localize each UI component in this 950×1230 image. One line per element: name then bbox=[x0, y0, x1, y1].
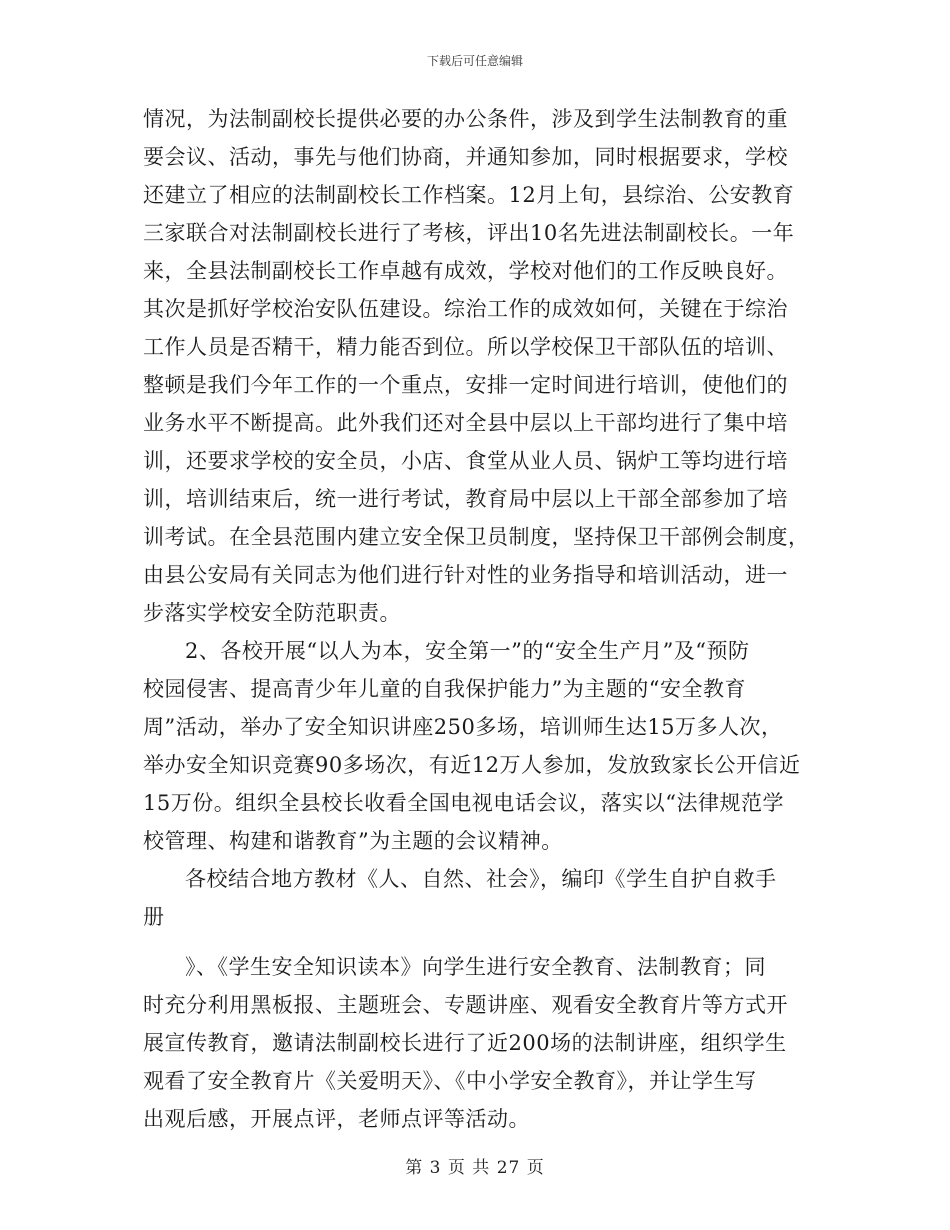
text-line: 训，培训结束后，统一进行考试，教育局中层以上干部全部参加了培 bbox=[143, 487, 788, 511]
text-line: 还建立了相应的法制副校长工作档案。12月上旬，县综治、公安教育 bbox=[143, 183, 795, 207]
text-line: 工作人员是否精干，精力能否到位。所以学校保卫干部队伍的培训、 bbox=[143, 335, 788, 359]
text-line: 步落实学校安全防范职责。 bbox=[143, 601, 401, 625]
text-line: 观看了安全教育片《关爱明天》、《中小学安全教育》，并让学生写 bbox=[143, 1069, 757, 1093]
text-line: 三家联合对法制副校长进行了考核，评出10名先进法制副校长。一年 bbox=[143, 221, 795, 245]
paragraph-start-line: 2、各校开展“以人为本，安全第一”的“安全生产月”及“预防 bbox=[185, 639, 750, 663]
document-body bbox=[143, 100, 813, 1138]
paragraph-start-line: 各校结合地方教材《人、自然、社会》，编印《学生自护自救手 bbox=[185, 867, 777, 891]
text-line: 周”活动，举办了安全知识讲座250多场，培训师生达15万多人次， bbox=[143, 715, 783, 739]
page-footer: 第 3 页 共 27 页 bbox=[405, 1158, 545, 1178]
text-line: 来，全县法制副校长工作卓越有成效，学校对他们的工作反映良好。 bbox=[143, 259, 788, 283]
text-line: 校管理、构建和谐教育”为主题的会议精神。 bbox=[143, 829, 563, 853]
paragraph-start-line: 》、《学生安全知识读本》向学生进行安全教育、法制教育；同 bbox=[185, 955, 766, 979]
text-line: 册 bbox=[143, 905, 165, 929]
text-line: 情况，为法制副校长提供必要的办公条件，涉及到学生法制教育的重 bbox=[143, 107, 788, 131]
text-line: 要会议、活动，事先与他们协商，并通知参加，同时根据要求，学校 bbox=[143, 145, 788, 169]
text-line: 15万份。组织全县校长收看全国电视电话会议，落实以“法律规范学 bbox=[143, 791, 784, 815]
page-header: 下载后可任意编辑 bbox=[426, 54, 523, 68]
text-line: 其次是抓好学校治安队伍建设。综治工作的成效如何，关键在于综治 bbox=[143, 297, 788, 321]
text-line: 整顿是我们今年工作的一个重点，安排一定时间进行培训，使他们的 bbox=[143, 373, 788, 397]
text-line: 展宣传教育，邀请法制副校长进行了近200场的法制讲座，组织学生 bbox=[143, 1031, 787, 1055]
text-line: 举办安全知识竞赛90多场次，有近12万人参加，发放致家长公开信近 bbox=[143, 753, 801, 777]
text-line: 训考试。在全县范围内建立安全保卫员制度，坚持保卫干部例会制度， bbox=[143, 525, 810, 549]
text-line: 训，还要求学校的安全员，小店、食堂从业人员、锅炉工等均进行培 bbox=[143, 449, 788, 473]
text-line: 由县公安局有关同志为他们进行针对性的业务指导和培训活动，进一 bbox=[143, 563, 788, 587]
text-line: 校园侵害、提高青少年儿童的自我保护能力”为主题的“安全教育 bbox=[143, 677, 746, 701]
text-line: 出观后感，开展点评，老师点评等活动。 bbox=[143, 1107, 530, 1131]
text-line: 业务水平不断提高。此外我们还对全县中层以上干部均进行了集中培 bbox=[143, 411, 788, 435]
text-line: 时充分利用黑板报、主题班会、专题讲座、观看安全教育片等方式开 bbox=[143, 993, 788, 1017]
